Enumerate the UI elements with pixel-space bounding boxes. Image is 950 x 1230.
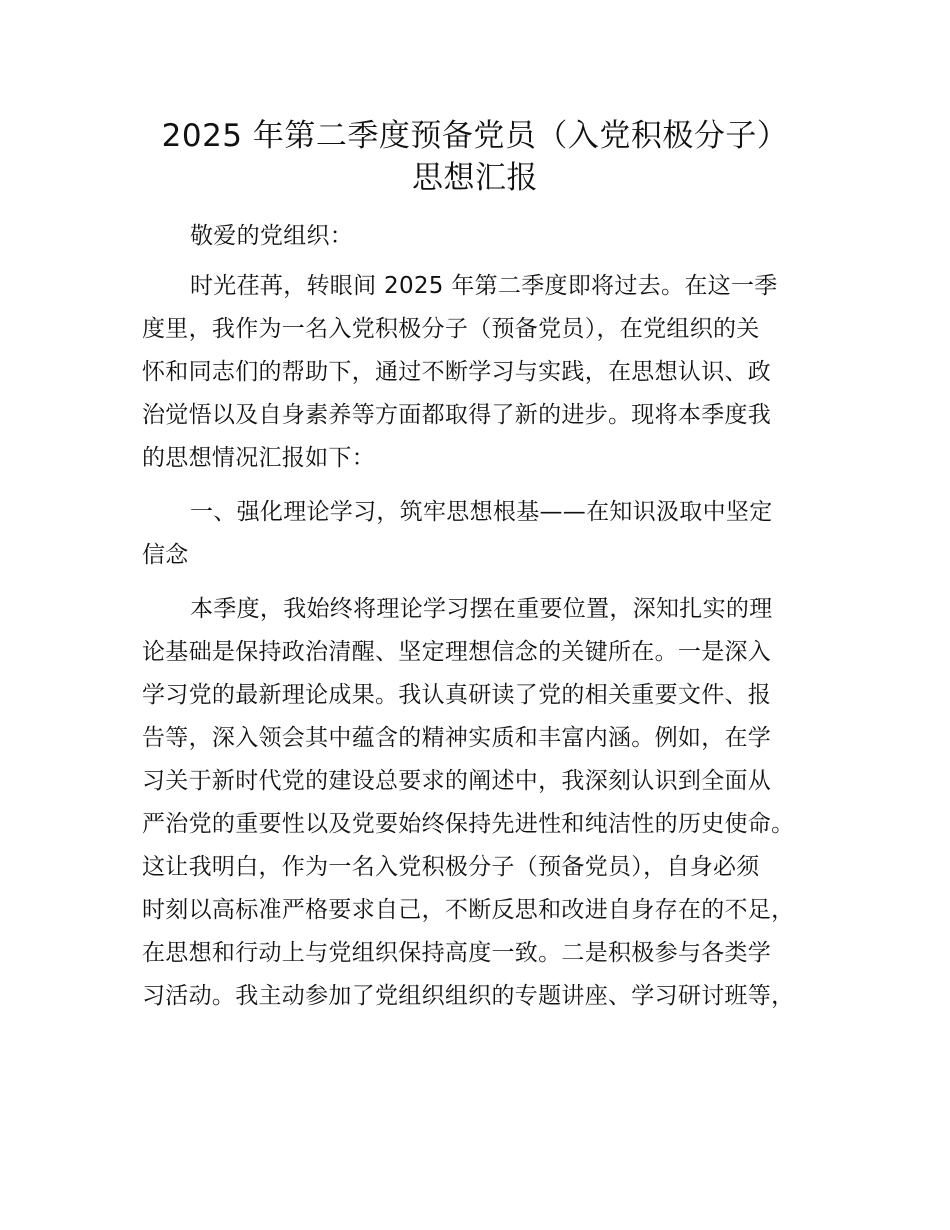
paragraph-line: 习关于新时代党的建设总要求的阐述中，我深刻认识到全面从 <box>142 768 772 794</box>
paragraph-line: 治觉悟以及自身素养等方面都取得了新的进步。现将本季度我 <box>142 402 772 428</box>
document-title-line2: 思想汇报 <box>412 160 538 196</box>
paragraph-line: 时刻以高标准严格要求自己，不断反思和改进自身存在的不足， <box>142 897 795 923</box>
paragraph-line: 严治党的重要性以及党要始终保持先进性和纯洁性的历史使命。 <box>142 811 795 837</box>
paragraph-line: 这让我明白，作为一名入党积极分子（预备党员），自身必须 <box>142 854 760 880</box>
paragraph-line: 本季度，我始终将理论学习摆在重要位置，深知扎实的理 <box>190 596 773 622</box>
paragraph-line: 怀和同志们的帮助下，通过不断学习与实践，在思想认识、政 <box>142 359 772 385</box>
section-heading-line: 信念 <box>142 542 189 568</box>
paragraph-line: 告等，深入领会其中蕴含的精神实质和丰富内涵。例如，在学 <box>142 725 772 751</box>
paragraph-line: 时光荏苒，转眼间 2025 年第二季度即将过去。在这一季 <box>190 273 778 299</box>
paragraph-line: 学习党的最新理论成果。我认真研读了党的相关重要文件、报 <box>142 682 772 708</box>
paragraph-line: 度里，我作为一名入党积极分子（预备党员），在党组织的关 <box>142 316 760 342</box>
paragraph-line: 习活动。我主动参加了党组织组织的专题讲座、学习研讨班等， <box>142 983 795 1009</box>
paragraph-line: 论基础是保持政治清醒、坚定理想信念的关键所在。一是深入 <box>142 639 772 665</box>
paragraph-line: 在思想和行动上与党组织保持高度一致。二是积极参与各类学 <box>142 940 772 966</box>
salutation: 敬爱的党组织： <box>190 223 354 249</box>
paragraph-line: 的思想情况汇报如下： <box>142 445 375 471</box>
section-heading-line: 一、强化理论学习，筑牢思想根基——在知识汲取中坚定 <box>190 499 773 525</box>
document-title-line1: 2025 年第二季度预备党员（入党积极分子） <box>161 118 789 154</box>
